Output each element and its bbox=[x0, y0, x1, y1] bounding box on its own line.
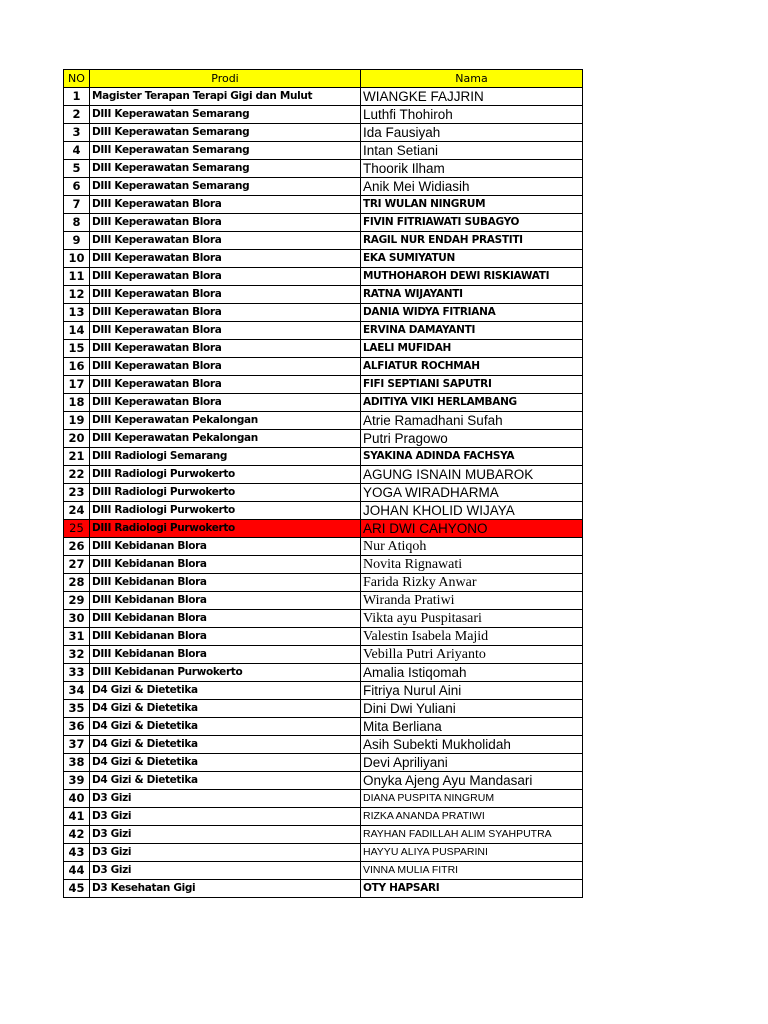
row-nama-cell: RAGIL NUR ENDAH PRASTITI bbox=[361, 232, 583, 250]
row-prodi-cell: DIII Keperawatan Blora bbox=[90, 376, 361, 394]
row-prodi-cell: D4 Gizi & Dietetika bbox=[90, 772, 361, 790]
row-no-cell: 44 bbox=[64, 862, 90, 880]
row-nama-cell: ADITIYA VIKI HERLAMBANG bbox=[361, 394, 583, 412]
header-row bbox=[64, 70, 583, 88]
row-no-cell: 28 bbox=[64, 574, 90, 592]
row-no-cell: 5 bbox=[64, 160, 90, 178]
row-prodi-cell: DIII Keperawatan Blora bbox=[90, 358, 361, 376]
header-no: NO bbox=[64, 70, 90, 88]
row-no-cell: 23 bbox=[64, 484, 90, 502]
row-prodi-cell: DIII Kebidanan Blora bbox=[90, 556, 361, 574]
table-body bbox=[64, 88, 583, 898]
row-prodi-cell: DIII Radiologi Purwokerto bbox=[90, 466, 361, 484]
row-nama-cell: ALFIATUR ROCHMAH bbox=[361, 358, 583, 376]
row-prodi-cell: DIII Kebidanan Blora bbox=[90, 592, 361, 610]
table-row bbox=[64, 736, 583, 754]
row-prodi-cell: DIII Keperawatan Semarang bbox=[90, 160, 361, 178]
row-nama-cell: Farida Rizky Anwar bbox=[361, 574, 583, 592]
row-nama-cell: Valestin Isabela Majid bbox=[361, 628, 583, 646]
row-prodi-cell: D4 Gizi & Dietetika bbox=[90, 718, 361, 736]
row-nama-cell: Intan Setiani bbox=[361, 142, 583, 160]
row-no-cell: 42 bbox=[64, 826, 90, 844]
table-row bbox=[64, 844, 583, 862]
row-prodi-cell: D4 Gizi & Dietetika bbox=[90, 736, 361, 754]
row-prodi-cell: DIII Keperawatan Blora bbox=[90, 304, 361, 322]
table-row bbox=[64, 502, 583, 520]
table-row bbox=[64, 124, 583, 142]
row-no-cell: 3 bbox=[64, 124, 90, 142]
row-prodi-cell: DIII Keperawatan Blora bbox=[90, 250, 361, 268]
table-row bbox=[64, 682, 583, 700]
row-no-cell: 27 bbox=[64, 556, 90, 574]
row-no-cell: 14 bbox=[64, 322, 90, 340]
row-nama-cell: MUTHOHAROH DEWI RISKIAWATI bbox=[361, 268, 583, 286]
row-prodi-cell: D3 Gizi bbox=[90, 808, 361, 826]
table-row bbox=[64, 394, 583, 412]
row-nama-cell: HAYYU ALIYA PUSPARINI bbox=[361, 844, 583, 862]
row-prodi-cell: DIII Keperawatan Semarang bbox=[90, 106, 361, 124]
row-no-cell: 30 bbox=[64, 610, 90, 628]
row-no-cell: 9 bbox=[64, 232, 90, 250]
row-nama-cell: SYAKINA ADINDA FACHSYA bbox=[361, 448, 583, 466]
row-no-cell: 39 bbox=[64, 772, 90, 790]
row-no-cell: 35 bbox=[64, 700, 90, 718]
row-nama-cell: Novita Rignawati bbox=[361, 556, 583, 574]
table-row bbox=[64, 484, 583, 502]
row-nama-cell: Ida Fausiyah bbox=[361, 124, 583, 142]
row-nama-cell: Amalia Istiqomah bbox=[361, 664, 583, 682]
table-row bbox=[64, 430, 583, 448]
row-prodi-cell: DIII Keperawatan Pekalongan bbox=[90, 412, 361, 430]
row-prodi-cell: DIII Keperawatan Blora bbox=[90, 340, 361, 358]
table-row bbox=[64, 214, 583, 232]
table-row bbox=[64, 520, 583, 538]
row-nama-cell: Putri Pragowo bbox=[361, 430, 583, 448]
row-no-cell: 15 bbox=[64, 340, 90, 358]
row-prodi-cell: DIII Kebidanan Blora bbox=[90, 538, 361, 556]
row-prodi-cell: DIII Keperawatan Semarang bbox=[90, 124, 361, 142]
row-nama-cell: WIANGKE FAJJRIN bbox=[361, 88, 583, 106]
row-no-cell: 17 bbox=[64, 376, 90, 394]
row-prodi-cell: DIII Kebidanan Purwokerto bbox=[90, 664, 361, 682]
table-row bbox=[64, 340, 583, 358]
row-prodi-cell: DIII Keperawatan Blora bbox=[90, 268, 361, 286]
table-row bbox=[64, 250, 583, 268]
table-row bbox=[64, 718, 583, 736]
table-row bbox=[64, 376, 583, 394]
row-prodi-cell: DIII Keperawatan Blora bbox=[90, 286, 361, 304]
row-prodi-cell: DIII Kebidanan Blora bbox=[90, 628, 361, 646]
row-no-cell: 26 bbox=[64, 538, 90, 556]
row-nama-cell: DIANA PUSPITA NINGRUM bbox=[361, 790, 583, 808]
row-no-cell: 41 bbox=[64, 808, 90, 826]
row-nama-cell: Vebilla Putri Ariyanto bbox=[361, 646, 583, 664]
table-row bbox=[64, 772, 583, 790]
row-nama-cell: Dini Dwi Yuliani bbox=[361, 700, 583, 718]
row-nama-cell: Fitriya Nurul Aini bbox=[361, 682, 583, 700]
row-nama-cell: Onyka Ajeng Ayu Mandasari bbox=[361, 772, 583, 790]
row-no-cell: 11 bbox=[64, 268, 90, 286]
row-no-cell: 43 bbox=[64, 844, 90, 862]
row-prodi-cell: DIII Keperawatan Semarang bbox=[90, 142, 361, 160]
row-prodi-cell: DIII Kebidanan Blora bbox=[90, 646, 361, 664]
table-row bbox=[64, 538, 583, 556]
table-row bbox=[64, 286, 583, 304]
table-row bbox=[64, 754, 583, 772]
row-nama-cell: JOHAN KHOLID WIJAYA bbox=[361, 502, 583, 520]
row-prodi-cell: DIII Kebidanan Blora bbox=[90, 610, 361, 628]
header-nama: Nama bbox=[361, 70, 583, 88]
row-nama-cell: RATNA WIJAYANTI bbox=[361, 286, 583, 304]
row-no-cell: 18 bbox=[64, 394, 90, 412]
table-row bbox=[64, 412, 583, 430]
row-no-cell: 22 bbox=[64, 466, 90, 484]
row-nama-cell: EKA SUMIYATUN bbox=[361, 250, 583, 268]
row-prodi-cell: DIII Radiologi Purwokerto bbox=[90, 520, 361, 538]
row-prodi-cell: DIII Keperawatan Semarang bbox=[90, 178, 361, 196]
table-row bbox=[64, 358, 583, 376]
table-row bbox=[64, 322, 583, 340]
row-nama-cell: Atrie Ramadhani Sufah bbox=[361, 412, 583, 430]
table-row bbox=[64, 304, 583, 322]
row-nama-cell: VINNA MULIA FITRI bbox=[361, 862, 583, 880]
table-row bbox=[64, 880, 583, 898]
row-prodi-cell: D3 Gizi bbox=[90, 844, 361, 862]
row-nama-cell: DANIA WIDYA FITRIANA bbox=[361, 304, 583, 322]
row-no-cell: 21 bbox=[64, 448, 90, 466]
table-row bbox=[64, 628, 583, 646]
table-row bbox=[64, 196, 583, 214]
row-nama-cell: LAELI MUFIDAH bbox=[361, 340, 583, 358]
row-nama-cell: ARI DWI CAHYONO bbox=[361, 520, 583, 538]
table-row bbox=[64, 592, 583, 610]
row-nama-cell: RAYHAN FADILLAH ALIM SYAHPUTRA bbox=[361, 826, 583, 844]
table-row bbox=[64, 646, 583, 664]
row-no-cell: 7 bbox=[64, 196, 90, 214]
table-row bbox=[64, 664, 583, 682]
table-row bbox=[64, 556, 583, 574]
row-nama-cell: FIVIN FITRIAWATI SUBAGYO bbox=[361, 214, 583, 232]
row-prodi-cell: DIII Radiologi Semarang bbox=[90, 448, 361, 466]
row-no-cell: 8 bbox=[64, 214, 90, 232]
row-nama-cell: FIFI SEPTIANI SAPUTRI bbox=[361, 376, 583, 394]
row-no-cell: 32 bbox=[64, 646, 90, 664]
row-prodi-cell: DIII Keperawatan Blora bbox=[90, 214, 361, 232]
row-nama-cell: YOGA WIRADHARMA bbox=[361, 484, 583, 502]
row-prodi-cell: DIII Keperawatan Blora bbox=[90, 232, 361, 250]
table-row bbox=[64, 610, 583, 628]
table-row bbox=[64, 448, 583, 466]
row-no-cell: 19 bbox=[64, 412, 90, 430]
table-row bbox=[64, 466, 583, 484]
row-nama-cell: RIZKA ANANDA PRATIWI bbox=[361, 808, 583, 826]
row-no-cell: 4 bbox=[64, 142, 90, 160]
table-row bbox=[64, 106, 583, 124]
table-row bbox=[64, 178, 583, 196]
row-no-cell: 40 bbox=[64, 790, 90, 808]
row-no-cell: 20 bbox=[64, 430, 90, 448]
row-nama-cell: TRI WULAN NINGRUM bbox=[361, 196, 583, 214]
row-no-cell: 24 bbox=[64, 502, 90, 520]
header-prodi: Prodi bbox=[90, 70, 361, 88]
row-nama-cell: Luthfi Thohiroh bbox=[361, 106, 583, 124]
row-nama-cell: Thoorik Ilham bbox=[361, 160, 583, 178]
student-table bbox=[63, 69, 583, 898]
table-row bbox=[64, 574, 583, 592]
row-no-cell: 2 bbox=[64, 106, 90, 124]
table-row bbox=[64, 142, 583, 160]
row-no-cell: 31 bbox=[64, 628, 90, 646]
table-row bbox=[64, 826, 583, 844]
row-nama-cell: Mita Berliana bbox=[361, 718, 583, 736]
row-no-cell: 12 bbox=[64, 286, 90, 304]
row-prodi-cell: DIII Keperawatan Pekalongan bbox=[90, 430, 361, 448]
row-nama-cell: AGUNG ISNAIN MUBAROK bbox=[361, 466, 583, 484]
table-row bbox=[64, 232, 583, 250]
row-no-cell: 36 bbox=[64, 718, 90, 736]
row-no-cell: 38 bbox=[64, 754, 90, 772]
row-no-cell: 16 bbox=[64, 358, 90, 376]
row-no-cell: 34 bbox=[64, 682, 90, 700]
row-no-cell: 33 bbox=[64, 664, 90, 682]
row-no-cell: 1 bbox=[64, 88, 90, 106]
row-prodi-cell: D3 Gizi bbox=[90, 826, 361, 844]
row-no-cell: 37 bbox=[64, 736, 90, 754]
row-prodi-cell: DIII Keperawatan Blora bbox=[90, 322, 361, 340]
row-prodi-cell: D4 Gizi & Dietetika bbox=[90, 700, 361, 718]
row-nama-cell: Vikta ayu Puspitasari bbox=[361, 610, 583, 628]
row-no-cell: 13 bbox=[64, 304, 90, 322]
table-row bbox=[64, 862, 583, 880]
row-prodi-cell: DIII Radiologi Purwokerto bbox=[90, 484, 361, 502]
row-no-cell: 45 bbox=[64, 880, 90, 898]
table-row bbox=[64, 700, 583, 718]
row-nama-cell: Asih Subekti Mukholidah bbox=[361, 736, 583, 754]
row-prodi-cell: DIII Kebidanan Blora bbox=[90, 574, 361, 592]
row-nama-cell: OTY HAPSARI bbox=[361, 880, 583, 898]
row-prodi-cell: D4 Gizi & Dietetika bbox=[90, 754, 361, 772]
row-no-cell: 10 bbox=[64, 250, 90, 268]
row-prodi-cell: D3 Gizi bbox=[90, 862, 361, 880]
row-no-cell: 6 bbox=[64, 178, 90, 196]
row-nama-cell: Nur Atiqoh bbox=[361, 538, 583, 556]
row-prodi-cell: DIII Radiologi Purwokerto bbox=[90, 502, 361, 520]
row-nama-cell: ERVINA DAMAYANTI bbox=[361, 322, 583, 340]
row-nama-cell: Anik Mei Widiasih bbox=[361, 178, 583, 196]
row-nama-cell: Wiranda Pratiwi bbox=[361, 592, 583, 610]
row-prodi-cell: D4 Gizi & Dietetika bbox=[90, 682, 361, 700]
row-no-cell: 25 bbox=[64, 520, 90, 538]
table-row bbox=[64, 268, 583, 286]
row-prodi-cell: Magister Terapan Terapi Gigi dan Mulut bbox=[90, 88, 361, 106]
table-row bbox=[64, 790, 583, 808]
row-prodi-cell: D3 Kesehatan Gigi bbox=[90, 880, 361, 898]
row-no-cell: 29 bbox=[64, 592, 90, 610]
table-row bbox=[64, 808, 583, 826]
row-prodi-cell: DIII Keperawatan Blora bbox=[90, 394, 361, 412]
row-nama-cell: Devi Apriliyani bbox=[361, 754, 583, 772]
table-row bbox=[64, 160, 583, 178]
row-prodi-cell: D3 Gizi bbox=[90, 790, 361, 808]
row-prodi-cell: DIII Keperawatan Blora bbox=[90, 196, 361, 214]
table-row bbox=[64, 88, 583, 106]
